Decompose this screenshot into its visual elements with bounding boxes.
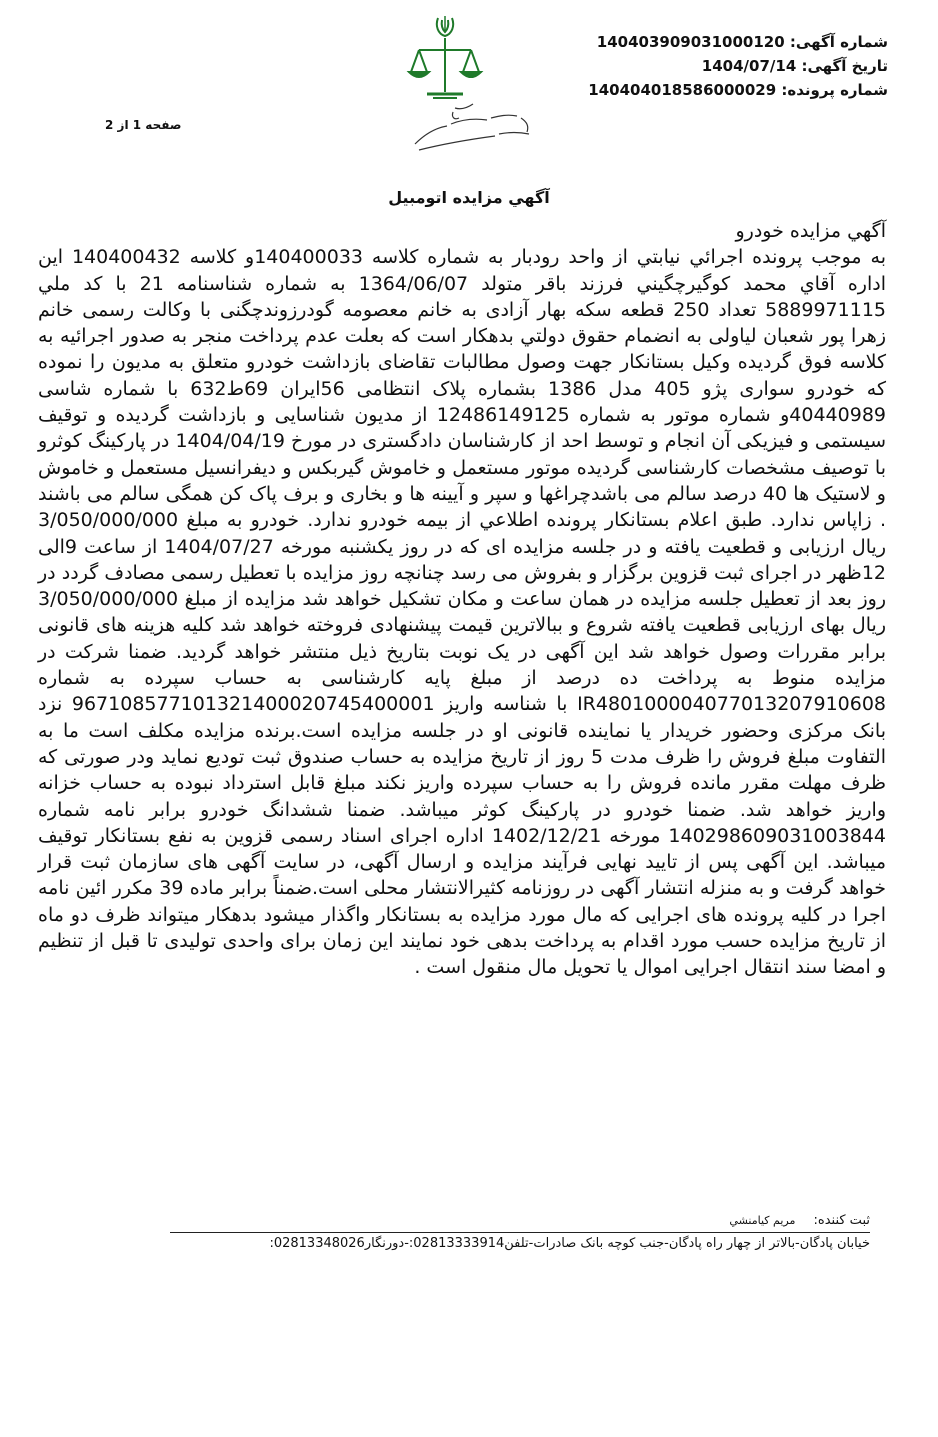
ad-meta-block <box>588 30 888 102</box>
ad-number: 140403909031000120 <box>596 33 785 51</box>
file-number-label: شماره پرونده: <box>781 81 888 99</box>
registrar-label: ثبت کننده: <box>813 1213 870 1228</box>
footer <box>170 1210 870 1255</box>
document-paragraph: به موجب پرونده اجرائي نيابتي از واحد رودبار به شماره كلاسه 140400033و كلاسه 140400432 اين اداره آقاي محمد كوگيرچگيني فرزند باقر متولد 1364/06/07 به شماره شناسنامه 21 با كد ملي 5889971115 تعداد 250 قطعه سكه بهار آزادی به خانم معصومه گودرزوندچگنی با وكالت رسمی خانم زهرا پور شعبان لیاولی به انضمام حقوق دولتي بدهكار است كه بعلت عدم پرداخت منجر به صدور اجرائيه به كلاسه فوق گرديده وكيل بستانكار جهت وصول مطالبات تقاضای بازداشت خودرو متعلق به مديون را نموده كه خودرو سواری پژو 405 مدل 1386 بشماره پلاک انتظامی 56ايران 69ط632 با شماره شاسی 40440989و شماره موتور به شماره 12486149125 از مديون شناسایی و بازداشت گرديده و توقيف سيستمی و فيزيکی آن انجام و توسط احد از کارشناسان دادگستری در مورخ 1404/04/19 در پارکينگ كوثرو با توصيف مشخصات کارشناسی گرديده موتور مستعمل و خاموش گيربکس و ديفرانسيل مستعمل و خاموش و لاستيک ها 40 درصد سالم می باشدچراغها و سپر و آيينه ها و بخاری و برف پاک کن همگی سالم می باشند . زاپاس ندارد. طبق اعلام بستانكار پرونده اطلاعي از بيمه خودرو ندارد. خودرو به مبلغ 3/050/000/000 ريال ارزيابی و قطعيت يافته و در جلسه مزايده ای كه در روز يکشنبه مورخه 1404/07/27 از ساعت 9الی 12ظهر در اجرای ثبت قزوين برگزار و بفروش می رسد چنانچه روز مزايده با تعطيل رسمی مصادف گردد در روز بعد از تعطيل جلسه مزايده در همان ساعت و مكان تشكيل خواهد شد مزايده از مبلغ 3/050/000/000 ريال بهای ارزيابی قطعيت يافته شروع و ببالاترين قيمت پيشنهادی فروخته خواهد شد كليه هزينه های قانونی برابر مقررات وصول خواهد شد اين آگهی در يک نوبت بتاريخ ذيل منتشر خواهد گرديد. ضمنا شرکت در مزايده منوط به پرداخت ده درصد از مبلغ پايه کارشناسی به حساب سپرده به شماره IR480100004077013207910608 با شناسه واريز 967108577101321400020745400001 نزد بانک مرکزی وحضور خريدار يا نماينده قانونی او در جلسه مزايده است.برنده مزايده مکلف است ما به التفاوت مبلغ فروش را ظرف مدت 5 روز از تاريخ مزايده به حساب صندوق ثبت توديع نمايد ودر صورتی كه ظرف مهلت مقرر مانده فروش را به حساب سپرده واريز نکند مبلغ قابل استرداد نبوده به حساب خزانه واريز خواهد شد. ضمنا خودرو در پارکينگ کوثر ميباشد. ضمنا ششدانگ خودرو برابر نامه شماره 140298609031003844 مورخه 1402/12/21 اداره اجرای اسناد رسمی قزوين به نفع بستانكار توقيف ميباشد. اين آگهی پس از تاييد نهايی فرآيند مزايده و ارسال آگهی، در سايت آگهی های سازمان ثبت قرار خواهد گرفت و به منزله انتشار آگهی در روزنامه كثيرالانتشار محلی است.ضمناً برابر ماده 39 مکرر ائين نامه اجرا در کليه پرونده های اجرايی که مال مورد مزايده به بستانکار واگذار ميشود بدهکار ميتواند ظرف دو ماه از تاريخ مزايده حسب مورد اقدام به پرداخت بدهی خود نمايند اين زمان برای واحدی توليدی تا قبل از تنظيم و امضا سند انتقال اجرايی اموال يا تحويل مال منقول است . <box>38 246 887 979</box>
file-number-row <box>588 78 888 102</box>
ad-number-row <box>588 30 888 54</box>
page-indicator: صفحه 1 از 2 <box>105 118 182 132</box>
registrar-row <box>170 1210 870 1232</box>
document-title: آگهي مزايده اتومبيل <box>388 188 550 207</box>
registrar-name: مريم كيامنشي <box>729 1214 796 1227</box>
ad-date: 1404/07/14 <box>701 57 797 75</box>
file-number: 140404018586000029 <box>588 81 777 99</box>
ad-date-label: تاریخ آگهی: <box>801 57 888 75</box>
document-subtitle: آگهي مزايده خودرو <box>735 220 886 242</box>
document-body <box>38 218 886 981</box>
ad-date-row <box>588 54 888 78</box>
ad-number-label: شماره آگهی: <box>789 33 888 51</box>
footer-address: خيابان پادگان-بالاتر از چهار راه پادگان-جنب کوچه بانک صادرات-تلفن02813333914:-دورنگار02813348026: <box>269 1236 870 1251</box>
judiciary-emblem-logo <box>395 8 545 158</box>
